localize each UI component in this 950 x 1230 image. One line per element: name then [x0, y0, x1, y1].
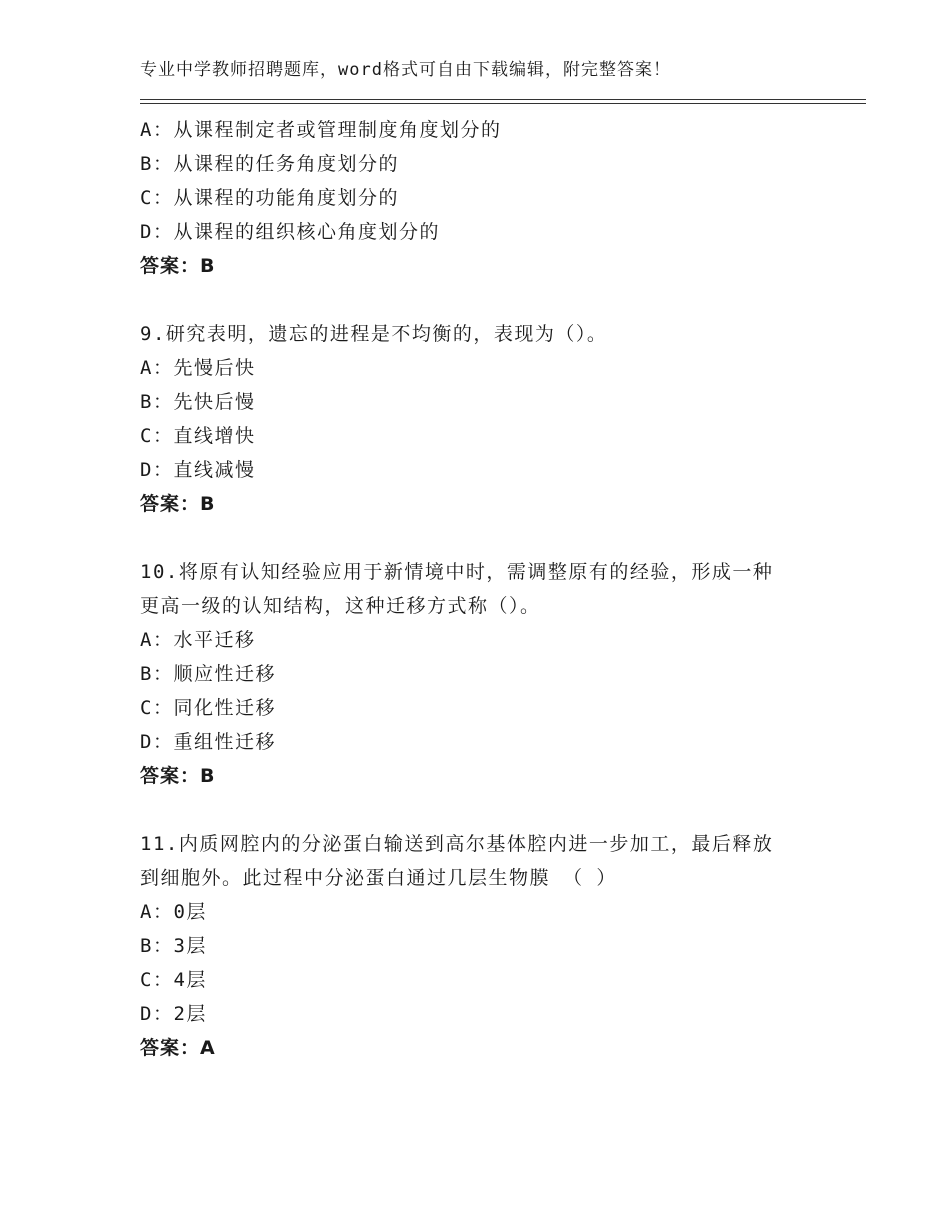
header-rule-top [140, 99, 866, 100]
question-9 [140, 317, 820, 521]
answer: 答案：B [140, 255, 216, 277]
option-b: B：3层 [140, 935, 207, 957]
question-stem-continued: 更高一级的认知结构，这种迁移方式称（）。 [140, 595, 541, 617]
option-d: D：2层 [140, 1003, 207, 1025]
option-d: D：直线减慢 [140, 459, 256, 481]
question-content [140, 113, 820, 1065]
option-c: C：同化性迁移 [140, 697, 276, 719]
answer: 答案：A [140, 1037, 216, 1059]
option-b: B：从课程的任务角度划分的 [140, 153, 399, 175]
header-rule-bottom [140, 103, 866, 104]
option-d: D：从课程的组织核心角度划分的 [140, 221, 440, 243]
answer: 答案：B [140, 493, 216, 515]
option-a: A：从课程制定者或管理制度角度划分的 [140, 119, 502, 141]
question-stem: 11.内质网腔内的分泌蛋白输送到高尔基体腔内进一步加工，最后释放 [140, 833, 774, 855]
option-c: C：4层 [140, 969, 207, 991]
question-10 [140, 555, 820, 793]
spacer [140, 521, 820, 555]
answer: 答案：B [140, 765, 216, 787]
question-stem: 9.研究表明，遗忘的进程是不均衡的，表现为（）。 [140, 323, 608, 345]
option-c: C：直线增快 [140, 425, 256, 447]
question-11 [140, 827, 820, 1065]
option-b: B：先快后慢 [140, 391, 256, 413]
spacer [140, 283, 820, 317]
question-8 [140, 113, 820, 283]
option-a: A：先慢后快 [140, 357, 256, 379]
option-b: B：顺应性迁移 [140, 663, 276, 685]
page-header: 专业中学教师招聘题库，word格式可自由下载编辑，附完整答案！ [140, 60, 671, 80]
question-stem: 10.将原有认知经验应用于新情境中时，需调整原有的经验，形成一种 [140, 561, 774, 583]
option-d: D：重组性迁移 [140, 731, 276, 753]
spacer [140, 793, 820, 827]
option-c: C：从课程的功能角度划分的 [140, 187, 399, 209]
question-stem-continued: 到细胞外。此过程中分泌蛋白通过几层生物膜 （ ） [140, 867, 617, 889]
option-a: A：水平迁移 [140, 629, 256, 651]
option-a: A：0层 [140, 901, 207, 923]
